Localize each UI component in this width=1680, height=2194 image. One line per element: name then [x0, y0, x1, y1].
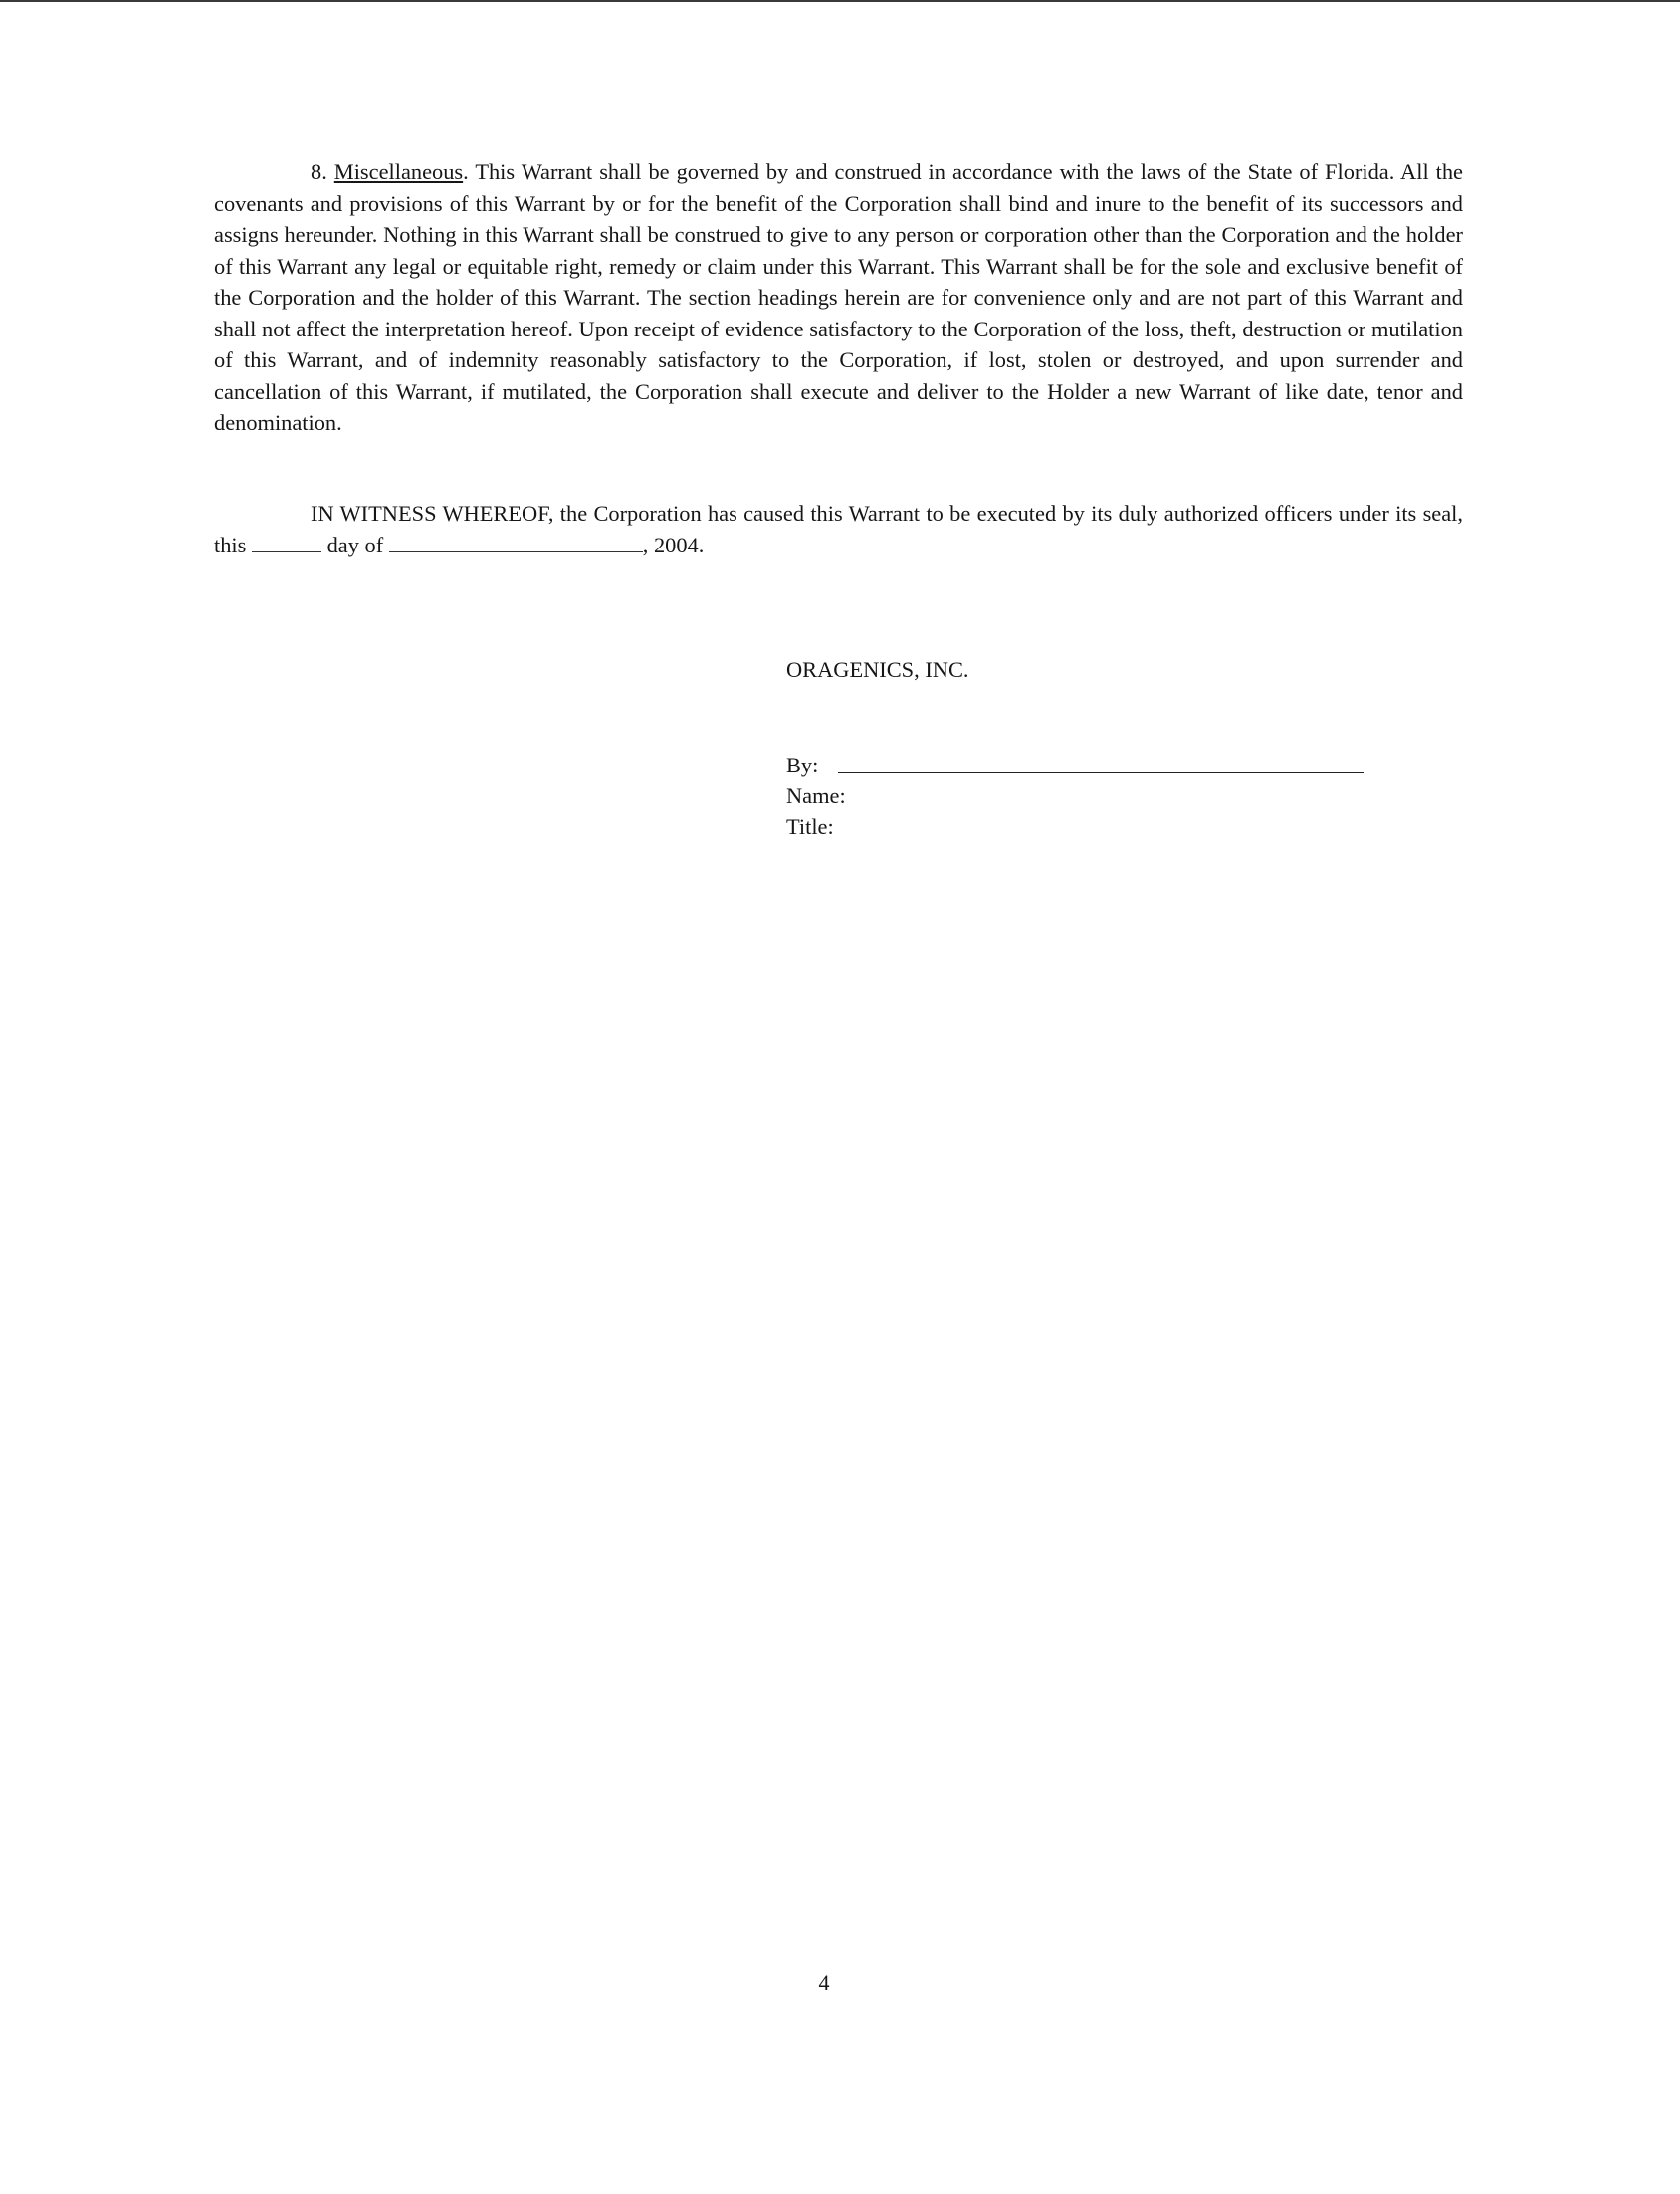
- section-heading: Miscellaneous: [333, 159, 464, 184]
- signature-line: [838, 772, 1364, 773]
- witness-text-1: IN WITNESS WHEREOF, the Corporation has caused this Warrant to be executed by its duly authorized officers under its seal, this: [214, 501, 1463, 557]
- section-8-miscellaneous: [214, 156, 1463, 439]
- witness-text-3: , 2004.: [642, 532, 705, 557]
- title-label: Title:: [786, 814, 834, 839]
- page-number: 4: [818, 1970, 830, 1995]
- section-body: This Warrant shall be governed by and construed in accordance with the laws of the State of Florida. All the covenants and provisions of this Warrant by or for the benefit of the Corporation shall bind and inure to the benefit of its successors and assigns hereunder. Nothing in this Warrant shall be construed to give to any person or corporation other than the Corporation and the holder of this Warrant any legal or equitable right, remedy or claim under this Warrant. This Warrant shall be for the sole and exclusive benefit of the Corporation and the holder of this Warrant. The section headings herein are for convenience only and are not part of this Warrant and shall not affect the interpretation hereof. Upon receipt of evidence satisfactory to the Corporation of the loss, theft, destruction or mutilation of this Warrant, and of indemnity reasonably satisfactory to the Corporation, if lost, stolen or destroyed, and upon surrender and cancellation of this Warrant, if mutilated, the Corporation shall execute and deliver to the Holder a new Warrant of like date, tenor and denomination.: [214, 159, 1463, 435]
- witness-text-2: day of: [326, 532, 384, 557]
- by-label: By:: [786, 753, 819, 777]
- section-number: 8.: [311, 159, 327, 184]
- company-name: ORAGENICS, INC.: [786, 657, 969, 682]
- day-blank: [252, 532, 321, 552]
- page-top-border: [0, 0, 1680, 2]
- month-blank: [389, 532, 643, 552]
- witness-clause: [214, 498, 1463, 560]
- section-heading-suffix: .: [463, 159, 469, 184]
- name-label: Name:: [786, 783, 846, 808]
